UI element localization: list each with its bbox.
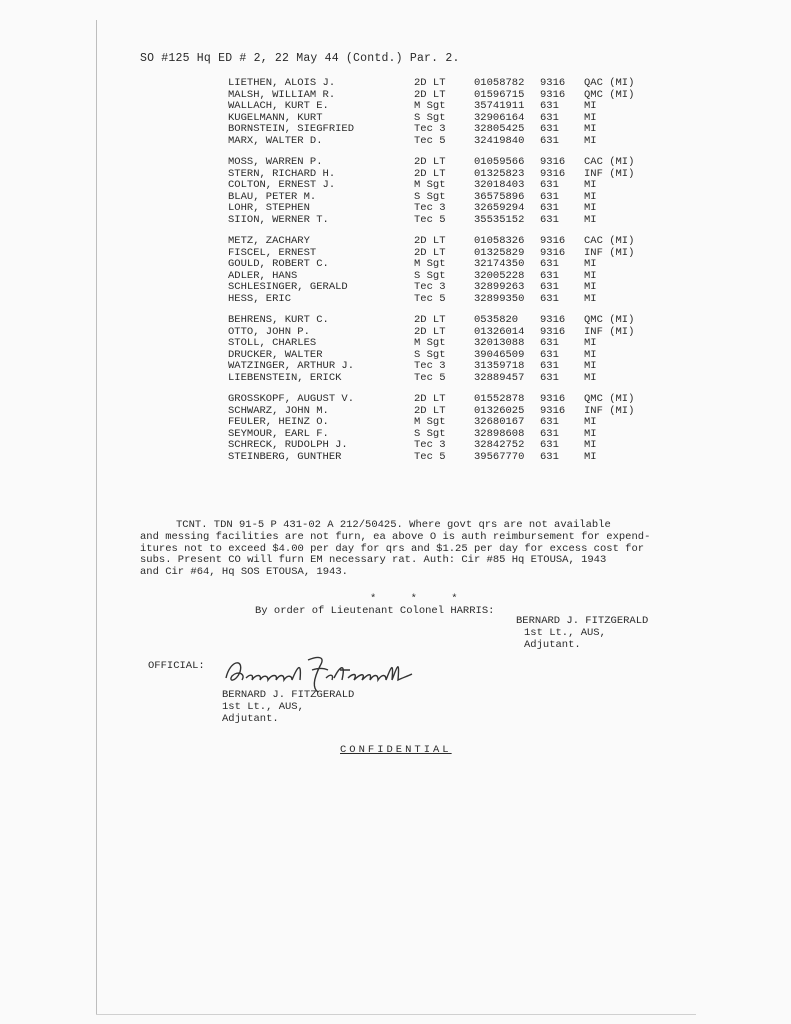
person-name: MALSH, WILLIAM R.	[228, 88, 336, 101]
mos-code: 9316	[540, 246, 566, 259]
serial-number: 32005228	[474, 269, 525, 282]
serial-number: 31359718	[474, 360, 525, 372]
branch-code: QMC (MI)	[584, 393, 635, 405]
mos-code: 631	[540, 213, 559, 226]
roster-row	[0, 78, 791, 90]
serial-number: 32680167	[474, 416, 525, 428]
person-name: SCHRECK, RUDOLPH J.	[228, 439, 348, 451]
mos-code: 631	[540, 371, 559, 384]
mos-code: 9316	[540, 167, 566, 180]
person-rank: 2D LT	[414, 246, 446, 259]
serial-number: 32013088	[474, 337, 525, 349]
mos-code: 9316	[540, 404, 566, 417]
branch-code: MI	[584, 111, 597, 124]
branch-code: MI	[584, 450, 597, 463]
person-rank: S Sgt	[414, 190, 446, 203]
person-rank: 2D LT	[414, 404, 446, 417]
person-rank: Tec 3	[414, 202, 446, 214]
person-name: GOULD, ROBERT C.	[228, 258, 329, 270]
mos-code: 631	[540, 111, 559, 124]
adjutant-signature-block	[516, 616, 648, 651]
roster-row	[0, 259, 791, 271]
mos-code: 631	[540, 202, 559, 214]
person-name: MARX, WALTER D.	[228, 134, 323, 147]
branch-code: MI	[584, 416, 597, 428]
branch-code: QMC (MI)	[584, 88, 635, 101]
mos-code: 9316	[540, 393, 566, 405]
mos-code: 9316	[540, 314, 566, 326]
person-name: DRUCKER, WALTER	[228, 348, 323, 361]
person-rank: Tec 5	[414, 134, 446, 147]
roster-row	[0, 157, 791, 169]
person-name: COLTON, ERNEST J.	[228, 179, 336, 191]
branch-code: MI	[584, 360, 597, 372]
signer-rank: 1st Lt., AUS,	[524, 626, 606, 639]
roster-row	[0, 417, 791, 429]
branch-code: MI	[584, 269, 597, 282]
mos-code: 631	[540, 258, 559, 270]
person-name: OTTO, JOHN P.	[228, 325, 310, 338]
mos-code: 631	[540, 337, 559, 349]
serial-number: 01325829	[474, 246, 525, 259]
serial-number: 35741911	[474, 100, 525, 112]
branch-code: INF (MI)	[584, 404, 635, 417]
person-rank: 2D LT	[414, 167, 446, 180]
branch-code: MI	[584, 213, 597, 226]
roster-group	[0, 78, 791, 147]
roster-row	[0, 113, 791, 125]
person-name: KUGELMANN, KURT	[228, 111, 323, 124]
serial-number: 01596715	[474, 88, 525, 101]
person-rank: Tec 3	[414, 123, 446, 135]
person-rank: 2D LT	[414, 156, 446, 168]
person-name: SEYMOUR, EARL F.	[228, 427, 329, 440]
branch-code: MI	[584, 439, 597, 451]
person-rank: S Sgt	[414, 111, 446, 124]
roster-row	[0, 169, 791, 181]
person-name: BORNSTEIN, SIEGFRIED	[228, 123, 355, 135]
order-authority-line: By order of Lieutenant Colonel HARRIS:	[255, 605, 495, 617]
roster-row	[0, 338, 791, 350]
person-name: STOLL, CHARLES	[228, 337, 317, 349]
person-rank: M Sgt	[414, 100, 446, 112]
roster-group	[0, 157, 791, 226]
mos-code: 9316	[540, 156, 566, 168]
mos-code: 9316	[540, 325, 566, 338]
branch-code: MI	[584, 292, 597, 305]
serial-number: 32899263	[474, 281, 525, 293]
branch-code: MI	[584, 348, 597, 361]
serial-number: 32889457	[474, 371, 525, 384]
branch-code: INF (MI)	[584, 167, 635, 180]
person-name: MOSS, WARREN P.	[228, 156, 323, 168]
roster-row	[0, 215, 791, 227]
signer-name: BERNARD J. FITZGERALD	[516, 615, 649, 627]
roster-row	[0, 180, 791, 192]
person-rank: M Sgt	[414, 258, 446, 270]
roster-row	[0, 440, 791, 452]
branch-code: MI	[584, 281, 597, 293]
tdn-line: and Cir #64, Hq SOS ETOUSA, 1943.	[140, 566, 348, 579]
mos-code: 631	[540, 439, 559, 451]
tdn-line: TCNT. TDN 91-5 P 431-02 A 212/50425. Where govt qrs are not available	[176, 519, 611, 531]
signer-name: BERNARD J. FITZGERALD	[222, 689, 355, 701]
serial-number: 01058782	[474, 77, 525, 89]
roster-group	[0, 394, 791, 463]
roster-row	[0, 350, 791, 362]
person-name: SIION, WERNER T.	[228, 213, 329, 226]
roster-row	[0, 294, 791, 306]
tdn-line: subs. Present CO will furn EM necessary rat. Auth: Cir #85 Hq ETOUSA, 1943	[140, 554, 607, 567]
branch-code: MI	[584, 123, 597, 135]
person-name: FEULER, HEINZ O.	[228, 416, 329, 428]
mos-code: 631	[540, 416, 559, 428]
branch-code: MI	[584, 190, 597, 203]
serial-number: 32659294	[474, 202, 525, 214]
roster-row	[0, 429, 791, 441]
person-rank: M Sgt	[414, 416, 446, 428]
roster-group	[0, 315, 791, 384]
person-rank: S Sgt	[414, 348, 446, 361]
mos-code: 631	[540, 100, 559, 112]
signer-title: Adjutant.	[524, 638, 581, 651]
signer-rank: 1st Lt., AUS,	[222, 700, 304, 713]
tdn-line: itures not to exceed $4.00 per day for qrs and $1.25 per day for excess cost for	[140, 542, 645, 555]
roster-row	[0, 203, 791, 215]
mos-code: 631	[540, 134, 559, 147]
official-label: OFFICIAL:	[148, 660, 205, 672]
person-rank: 2D LT	[414, 325, 446, 338]
roster-row	[0, 271, 791, 283]
mos-code: 631	[540, 360, 559, 372]
person-rank: Tec 5	[414, 292, 446, 305]
serial-number: 32906164	[474, 111, 525, 124]
branch-code: MI	[584, 134, 597, 147]
person-rank: 2D LT	[414, 77, 446, 89]
roster-group	[0, 236, 791, 305]
person-name: BLAU, PETER M.	[228, 190, 317, 203]
person-name: HESS, ERIC	[228, 292, 292, 305]
serial-number: 01326014	[474, 325, 525, 338]
serial-number: 01325823	[474, 167, 525, 180]
person-rank: M Sgt	[414, 337, 446, 349]
person-name: GROSSKOPF, AUGUST V.	[228, 393, 355, 405]
roster-row	[0, 406, 791, 418]
branch-code: MI	[584, 179, 597, 191]
person-rank: M Sgt	[414, 179, 446, 191]
branch-code: CAC (MI)	[584, 235, 635, 247]
mos-code: 9316	[540, 235, 566, 247]
mos-code: 631	[540, 292, 559, 305]
branch-code: MI	[584, 202, 597, 214]
serial-number: 32898608	[474, 427, 525, 440]
person-rank: Tec 5	[414, 213, 446, 226]
mos-code: 631	[540, 427, 559, 440]
serial-number: 32018403	[474, 179, 525, 191]
branch-code: QAC (MI)	[584, 77, 635, 89]
roster-row	[0, 361, 791, 373]
mos-code: 631	[540, 179, 559, 191]
person-name: STEINBERG, GUNTHER	[228, 450, 342, 463]
branch-code: MI	[584, 258, 597, 270]
branch-code: INF (MI)	[584, 246, 635, 259]
person-name: BEHRENS, KURT C.	[228, 314, 329, 326]
serial-number: 32419840	[474, 134, 525, 147]
person-rank: Tec 3	[414, 360, 446, 372]
branch-code: CAC (MI)	[584, 156, 635, 168]
person-name: STERN, RICHARD H.	[228, 167, 336, 180]
person-rank: 2D LT	[414, 314, 446, 326]
mos-code: 631	[540, 450, 559, 463]
person-rank: 2D LT	[414, 88, 446, 101]
branch-code: QMC (MI)	[584, 314, 635, 326]
mos-code: 631	[540, 190, 559, 203]
person-name: WATZINGER, ARTHUR J.	[228, 360, 355, 372]
mos-code: 631	[540, 269, 559, 282]
serial-number: 36575896	[474, 190, 525, 203]
roster-row	[0, 315, 791, 327]
signer-title: Adjutant.	[222, 712, 279, 725]
branch-code: MI	[584, 371, 597, 384]
roster-row	[0, 327, 791, 339]
serial-number: 01552878	[474, 393, 525, 405]
roster-row	[0, 90, 791, 102]
order-header: SO #125 Hq ED # 2, 22 May 44 (Contd.) Par. 2.	[140, 52, 460, 65]
mos-code: 631	[540, 281, 559, 293]
official-signature-block	[222, 690, 354, 725]
mos-code: 631	[540, 123, 559, 135]
mos-code: 9316	[540, 88, 566, 101]
branch-code: MI	[584, 427, 597, 440]
person-rank: 2D LT	[414, 393, 446, 405]
mos-code: 631	[540, 348, 559, 361]
serial-number: 01058326	[474, 235, 525, 247]
roster-row	[0, 101, 791, 113]
bottom-edge-line	[96, 1014, 696, 1015]
roster-row	[0, 282, 791, 294]
serial-number: 32174350	[474, 258, 525, 270]
person-name: METZ, ZACHARY	[228, 235, 310, 247]
mos-code: 9316	[540, 77, 566, 89]
serial-number: 0535820	[474, 314, 519, 326]
roster-row	[0, 394, 791, 406]
tdn-paragraph	[140, 520, 660, 579]
person-rank: 2D LT	[414, 235, 446, 247]
serial-number: 32805425	[474, 123, 525, 135]
person-rank: Tec 5	[414, 371, 446, 384]
serial-number: 01326025	[474, 404, 525, 417]
person-rank: S Sgt	[414, 269, 446, 282]
branch-code: INF (MI)	[584, 325, 635, 338]
serial-number: 32899350	[474, 292, 525, 305]
person-name: LOHR, STEPHEN	[228, 202, 310, 214]
serial-number: 32842752	[474, 439, 525, 451]
serial-number: 35535152	[474, 213, 525, 226]
person-rank: S Sgt	[414, 427, 446, 440]
person-name: SCHWARZ, JOHN M.	[228, 404, 329, 417]
person-rank: Tec 5	[414, 450, 446, 463]
roster-row	[0, 373, 791, 385]
branch-code: MI	[584, 337, 597, 349]
roster-row	[0, 136, 791, 148]
person-name: FISCEL, ERNEST	[228, 246, 317, 259]
serial-number: 39567770	[474, 450, 525, 463]
roster-row	[0, 248, 791, 260]
classification-marking: CONFIDENTIAL	[340, 744, 452, 756]
serial-number: 39046509	[474, 348, 525, 361]
personnel-roster	[0, 78, 791, 473]
section-separator-stars: * * *	[370, 593, 472, 605]
person-name: LIETHEN, ALOIS J.	[228, 77, 336, 89]
roster-row	[0, 124, 791, 136]
person-rank: Tec 3	[414, 281, 446, 293]
roster-row	[0, 236, 791, 248]
person-name: ADLER, HANS	[228, 269, 298, 282]
roster-row	[0, 452, 791, 464]
tdn-line: and messing facilities are not furn, ea above O is auth reimbursement for expend-	[140, 530, 651, 543]
branch-code: MI	[584, 100, 597, 112]
person-name: LIEBENSTEIN, ERICK	[228, 371, 342, 384]
serial-number: 01059566	[474, 156, 525, 168]
person-rank: Tec 3	[414, 439, 446, 451]
roster-row	[0, 192, 791, 204]
person-name: SCHLESINGER, GERALD	[228, 281, 348, 293]
person-name: WALLACH, KURT E.	[228, 100, 329, 112]
